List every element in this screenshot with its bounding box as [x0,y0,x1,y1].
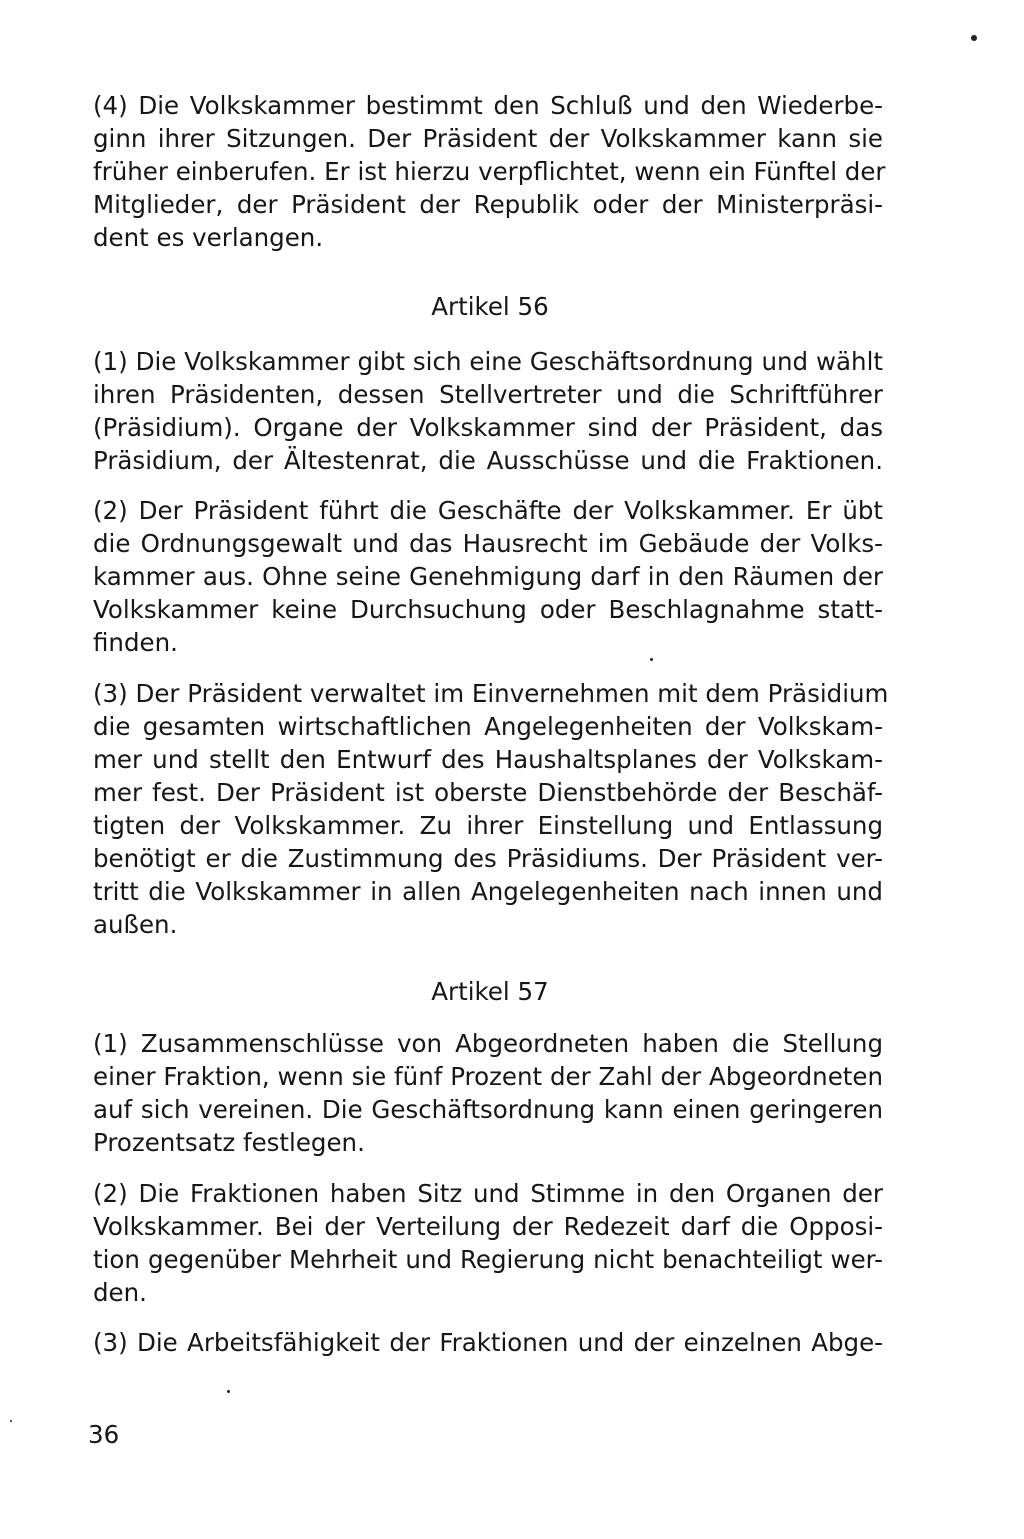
paragraph-56-2 [93,494,883,659]
text-line: tritt die Volkskammer in allen Angelegenheiten nach innen und [93,877,883,906]
text-line: benötigt er die Zustimmung des Präsidiums. Der Präsident ver- [93,844,883,873]
text-line: (1) Zusammenschlüsse von Abgeordneten haben die Stellung [93,1029,883,1058]
text-line: Volkskammer keine Durchsuchung oder Beschlagnahme statt- [93,595,883,624]
paragraph-57-1 [93,1027,883,1159]
paragraph-56-1 [93,345,883,477]
page-number: 36 [88,1420,120,1449]
text-line: einer Fraktion, wenn sie fünf Prozent der Zahl der Abgeordneten [93,1062,883,1091]
scan-speck [227,1390,230,1393]
text-line: (2) Der Präsident führt die Geschäfte der Volkskammer. Er übt [93,496,883,525]
text-line: dent es verlangen. [93,223,324,252]
text-line: ihren Präsidenten, dessen Stellvertreter und die Schriftführer [93,380,883,409]
text-line: kammer aus. Ohne seine Genehmigung darf in den Räumen der [93,562,883,591]
text-line: Volkskammer. Bei der Verteilung der Redezeit darf die Opposi- [93,1212,883,1241]
text-line: (Präsidium). Organe der Volkskammer sind der Präsident, das [93,413,883,442]
text-line: tion gegenüber Mehrheit und Regierung nicht benachteiligt wer- [93,1245,883,1274]
text-line: früher einberufen. Er ist hierzu verpflichtet, wenn ein Fünftel der [93,157,886,186]
text-line: (4) Die Volkskammer bestimmt den Schluß und den Wiederbe- [93,91,883,120]
text-line: (3) Der Präsident verwaltet im Einvernehmen mit dem Präsidium [93,679,889,708]
scan-speck [650,658,653,661]
text-line: mer und stellt den Entwurf des Haushaltsplanes der Volkskam- [93,745,883,774]
text-line: mer fest. Der Präsident ist oberste Dienstbehörde der Beschäf- [93,778,883,807]
text-line: tigten der Volkskammer. Zu ihrer Einstellung und Entlassung [93,811,883,840]
text-line: ginn ihrer Sitzungen. Der Präsident der Volkskammer kann sie [93,124,883,153]
paragraph-57-3 [93,1326,883,1359]
text-line: finden. [93,628,178,657]
paragraph-56-3 [93,677,889,941]
text-line: (3) Die Arbeitsfähigkeit der Fraktionen und der einzelnen Abge- [93,1328,883,1357]
text-line: (2) Die Fraktionen haben Sitz und Stimme in den Organen der [93,1179,883,1208]
text-line: außen. [93,910,178,939]
article-heading: Artikel 57 [431,977,549,1006]
text-line: den. [93,1278,147,1307]
paragraph-57-2 [93,1177,883,1309]
text-line: auf sich vereinen. Die Geschäftsordnung kann einen geringeren [93,1095,883,1124]
text-line: Präsidium, der Ältestenrat, die Ausschüsse und die Fraktionen. [93,446,883,475]
scan-speck [971,35,977,41]
text-line: die gesamten wirtschaftlichen Angelegenheiten der Volkskam- [93,712,883,741]
text-line: die Ordnungsgewalt und das Hausrecht im Gebäude der Volks- [93,529,883,558]
text-line: Mitglieder, der Präsident der Republik oder der Ministerpräsi- [93,190,883,219]
scan-speck [10,1420,12,1422]
text-line: Prozentsatz festlegen. [93,1128,365,1157]
text-line: (1) Die Volkskammer gibt sich eine Geschäftsordnung und wählt [93,347,883,376]
article-heading: Artikel 56 [431,292,549,321]
paragraph-55-4 [93,89,886,254]
